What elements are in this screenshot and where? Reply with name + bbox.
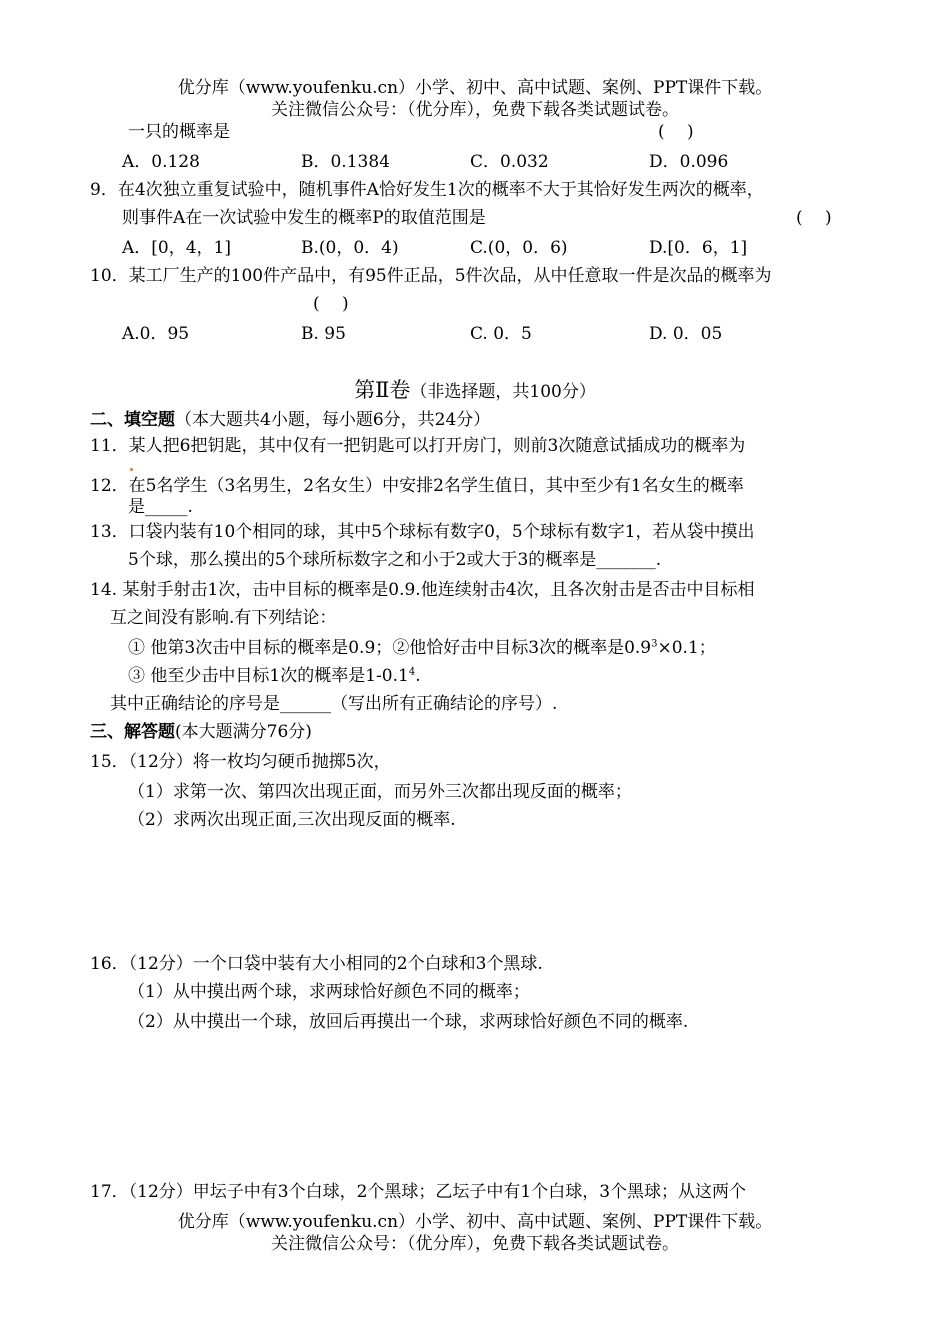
footer-line-2: 关注微信公众号：（优分库），免费下载各类试题试卷。 <box>271 1234 679 1254</box>
header-line-2: 关注微信公众号：（优分库），免费下载各类试题试卷。 <box>271 100 679 120</box>
part2-title: 第Ⅱ卷 <box>354 378 411 402</box>
q14-conclusion-3-tail: . <box>415 666 421 686</box>
q9-line-2: 则事件A在一次试验中发生的概率P的取值范围是 <box>122 208 486 228</box>
sec2-label: 二、填空题 <box>90 410 175 430</box>
q14-exponent-3: 3 <box>651 638 658 650</box>
q12-line-2: 是_____. <box>128 497 193 517</box>
sec2-desc: （本大题共4小题，每小题6分，共24分） <box>175 410 491 430</box>
sec2-heading <box>90 410 490 430</box>
q11-line-1: 11．某人把6把钥匙，其中仅有一把钥匙可以打开房门，则前3次随意试插成功的概率为 <box>90 436 746 456</box>
q8-tail-text: 一只的概率是 <box>128 122 230 142</box>
q15-line-3: （2）求两次出现正面,三次出现反面的概率. <box>128 810 456 830</box>
q8-option-c: C．0.032 <box>470 152 549 172</box>
q9-line-1: 9．在4次独立重复试验中，随机事件A恰好发生1次的概率不大于其恰好发生两次的概率， <box>90 180 764 200</box>
q14-line-4 <box>128 666 421 686</box>
q14-exponent-4: 4 <box>408 666 416 678</box>
q14-conclusion-3: ③ 他至少击中目标1次的概率是1-0.1 <box>128 666 409 686</box>
q8-paren: ( ) <box>658 122 694 142</box>
q14-line-5: 其中正确结论的序号是______（写出所有正确结论的序号）. <box>110 694 558 714</box>
q14-line-1: 14. 某射手射击1次，击中目标的概率是0.9.他连续射击4次，且各次射击是否击中目标相 <box>90 580 755 600</box>
q10-option-a: A.0．95 <box>122 324 190 344</box>
q9-option-b: B.(0，0．4) <box>301 238 399 258</box>
q17-line-1: 17．（12分）甲坛子中有3个白球，2个黑球；乙坛子中有1个白球，3个黑球；从这两个 <box>90 1182 747 1202</box>
q13-line-1: 13．口袋内装有10个相同的球，其中5个球标有数字0，5个球标有数字1，若从袋中摸出 <box>90 522 755 542</box>
footer-line-1: 优分库（www.youfenku.cn）小学、初中、高中试题、案例、PPT课件下载。 <box>177 1212 773 1232</box>
q10-option-b: B. 95 <box>301 324 346 344</box>
sec3-desc: (本大题满分76分) <box>175 722 312 742</box>
q15-line-2: （1）求第一次、第四次出现正面，而另外三次都出现反面的概率； <box>128 782 632 802</box>
q8-option-a: A．0.128 <box>122 152 200 172</box>
q16-line-2: （1）从中摸出两个球，求两球恰好颜色不同的概率； <box>128 982 530 1002</box>
q9-paren: ( ) <box>796 208 832 228</box>
q14-conclusion-1-2: ① 他第3次击中目标的概率是0.9；②他恰好击中目标3次的概率是0.9 <box>128 638 652 658</box>
sec3-label: 三、解答题 <box>90 722 175 742</box>
part2-subtitle: （非选择题，共100分） <box>410 382 596 402</box>
q10-paren: ( ) <box>313 294 349 314</box>
q16-line-1: 16．（12分）一个口袋中装有大小相同的2个白球和3个黑球. <box>90 954 543 974</box>
q15-line-1: 15．（12分）将一枚均匀硬币抛掷5次， <box>90 752 391 772</box>
q10-line-1: 10．某工厂生产的100件产品中，有95件正品，5件次品，从中任意取一件是次品的概率为 <box>90 266 772 286</box>
part2-heading <box>0 378 950 403</box>
q16-line-3: （2）从中摸出一个球，放回后再摸出一个球，求两球恰好颜色不同的概率. <box>128 1012 689 1032</box>
q10-option-c: C. 0．5 <box>470 324 532 344</box>
q14-line-2: 互之间没有影响.有下列结论： <box>110 608 337 628</box>
q8-option-d: D．0.096 <box>649 152 729 172</box>
q8-option-b: B．0.1384 <box>301 152 390 172</box>
header-line-1: 优分库（www.youfenku.cn）小学、初中、高中试题、案例、PPT课件下载。 <box>177 78 773 98</box>
blank-marker-dot <box>130 468 133 471</box>
q9-option-a: A．[0，4，1] <box>122 238 231 258</box>
q10-option-d: D. 0．05 <box>649 324 723 344</box>
q9-option-c: C.(0，0．6) <box>470 238 568 258</box>
q9-option-d: D.[0．6，1] <box>649 238 748 258</box>
q14-line-3 <box>128 638 716 658</box>
q14-conclusion-2-tail: ×0.1； <box>657 638 716 658</box>
q12-line-1: 12．在5名学生（3名男生，2名女生）中安排2名学生值日，其中至少有1名女生的概率 <box>90 476 744 496</box>
sec3-heading <box>90 722 312 742</box>
q13-line-2: 5个球，那么摸出的5个球所标数字之和小于2或大于3的概率是_______. <box>128 550 662 570</box>
